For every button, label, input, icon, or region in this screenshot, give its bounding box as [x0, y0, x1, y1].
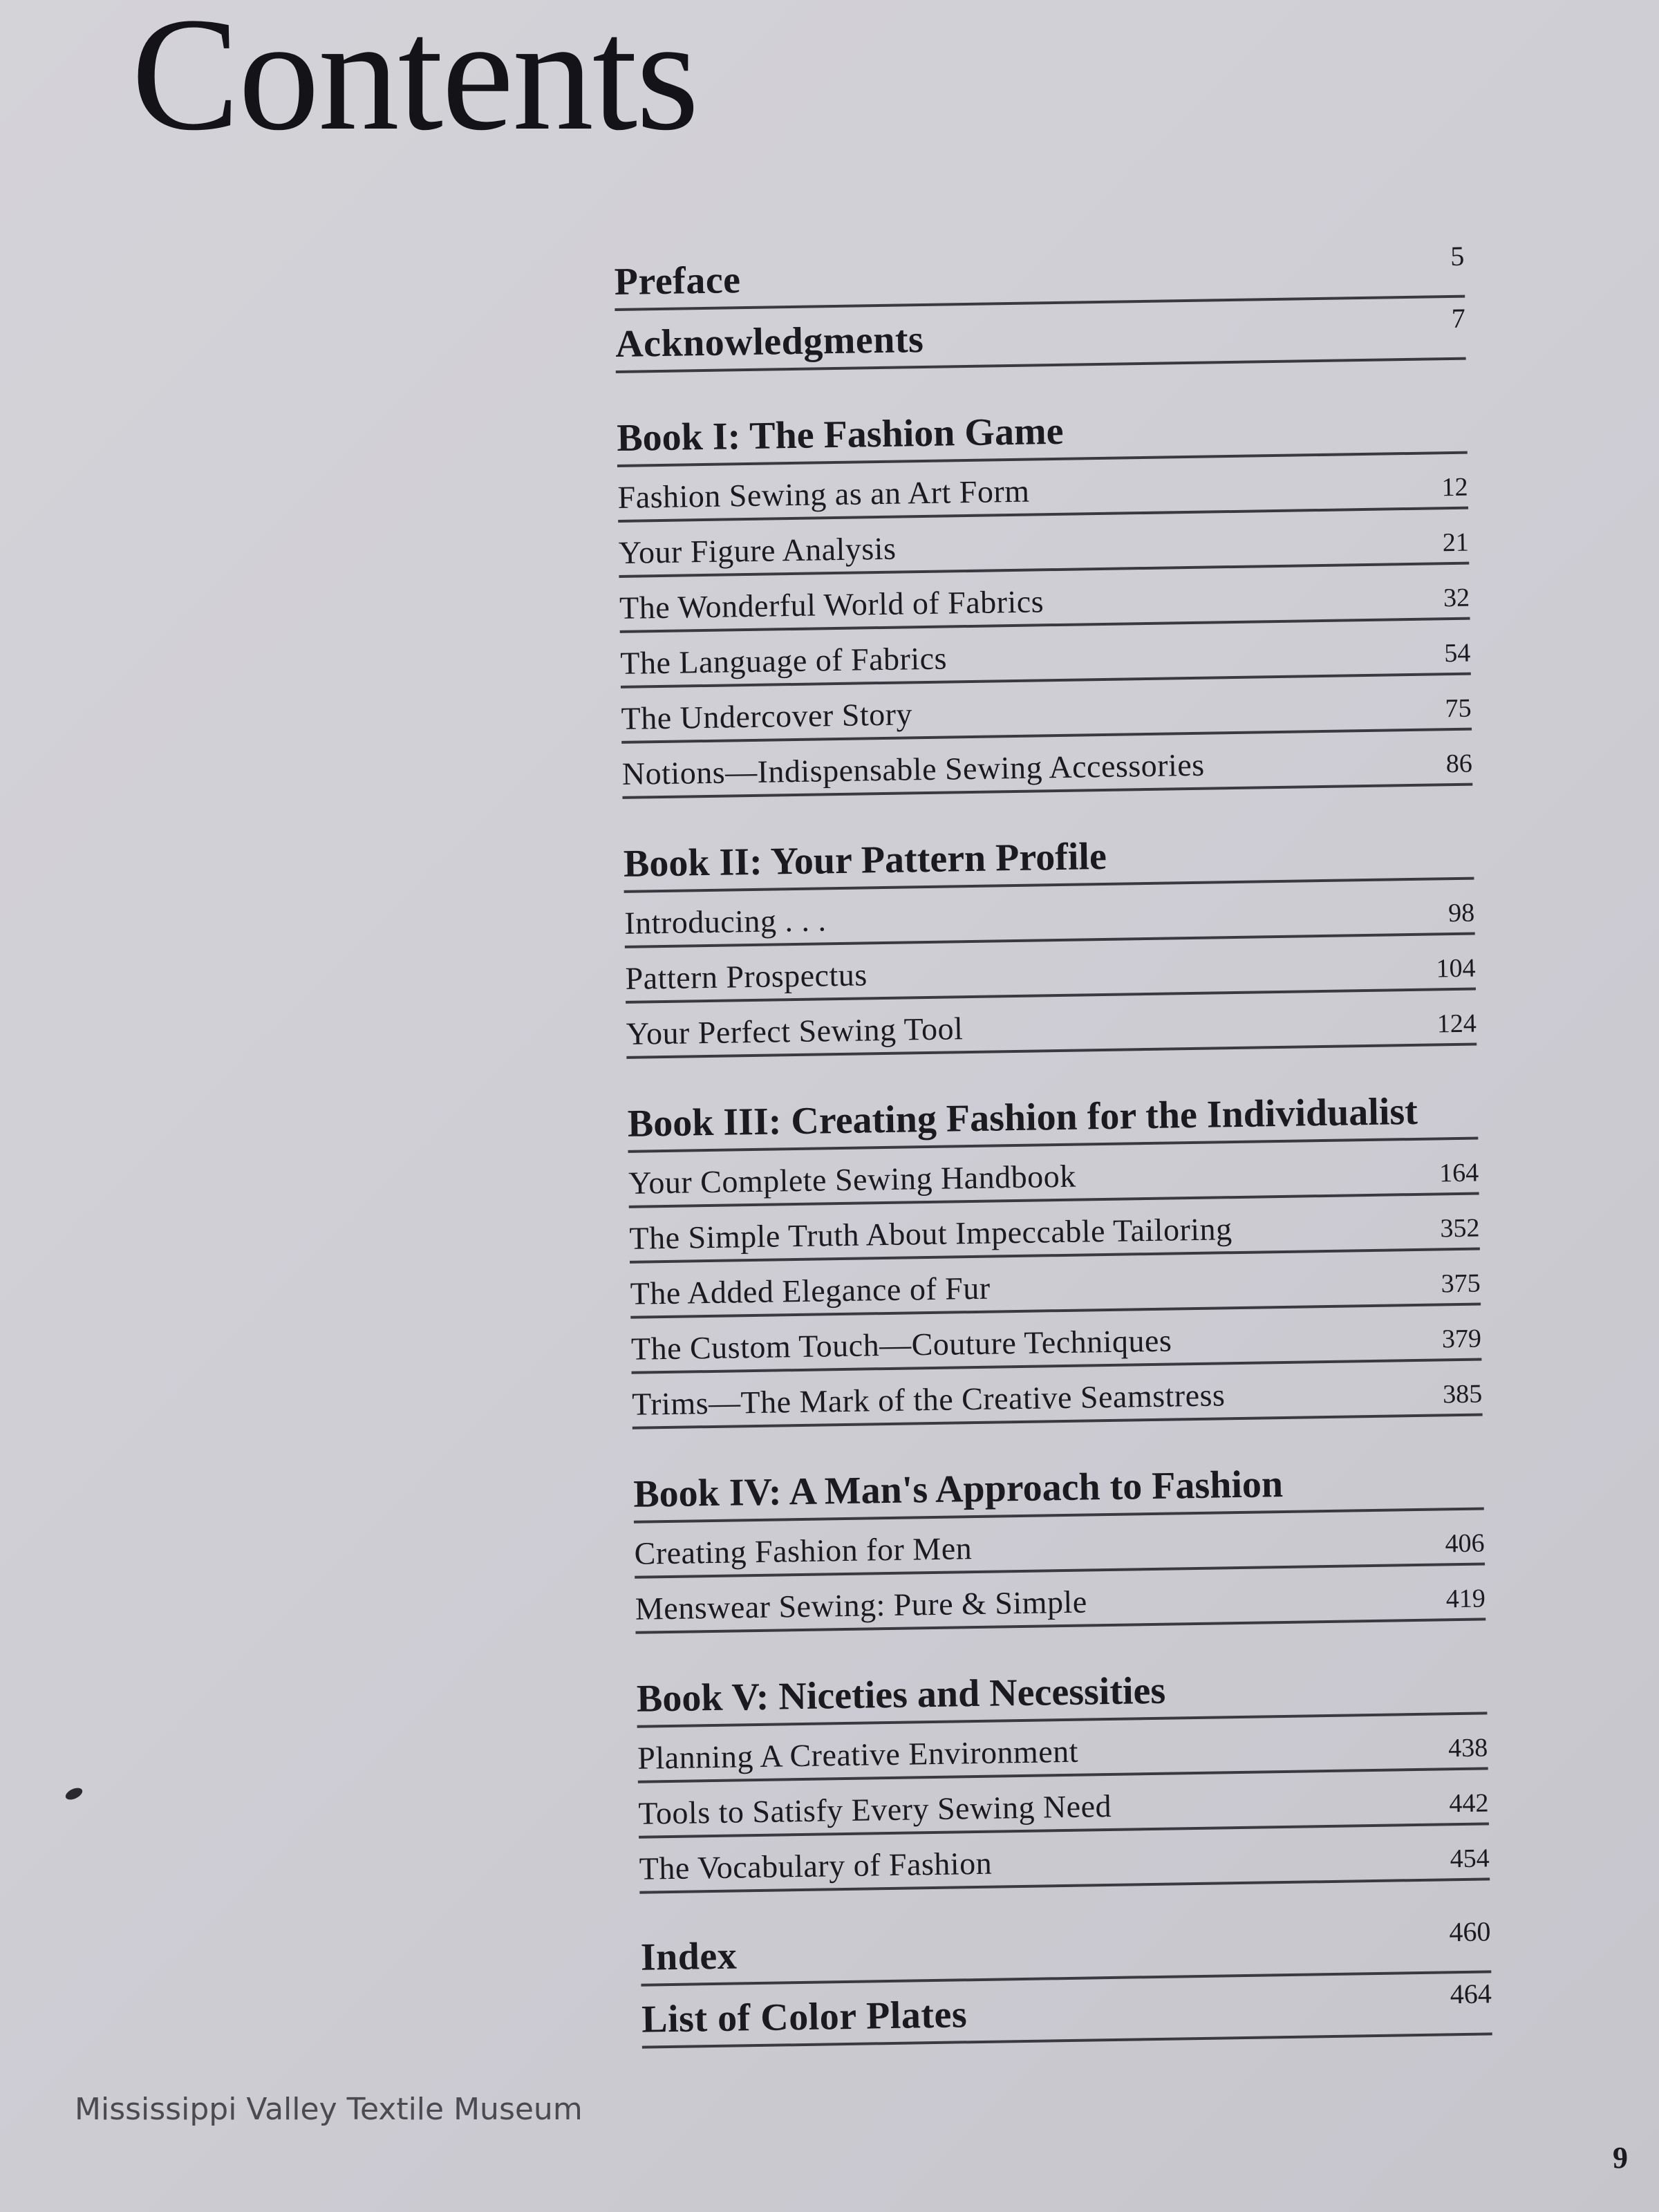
toc-entry-page: 75 [1445, 693, 1472, 724]
table-of-contents [614, 236, 1492, 2049]
book-heading: Book V: Niceties and Necessities [636, 1651, 1487, 1727]
toc-entry-label: Trims—The Mark of the Creative Seamstress [631, 1377, 1226, 1422]
toc-entry-color-plates[interactable] [641, 1973, 1492, 2048]
toc-entry-page: 12 [1441, 472, 1468, 503]
toc-entry-page: 385 [1442, 1379, 1483, 1409]
toc-entry-label: Introducing . . . [624, 902, 827, 941]
toc-entry-page: 124 [1436, 1009, 1477, 1039]
page-number: 9 [1613, 2141, 1628, 2175]
book-heading: Book I: The Fashion Game [617, 391, 1468, 467]
toc-entry-page: 406 [1445, 1528, 1485, 1559]
toc-entry-label: List of Color Plates [641, 1993, 968, 2041]
toc-entry-label: Fashion Sewing as an Art Form [617, 473, 1030, 515]
toc-entry-label: Your Perfect Sewing Tool [626, 1011, 964, 1051]
toc-entry-label: The Wonderful World of Fabrics [619, 583, 1044, 626]
book-heading: Book IV: A Man's Approach to Fashion [633, 1446, 1484, 1523]
toc-entry-label: The Vocabulary of Fashion [639, 1845, 993, 1886]
toc-entry-page: 379 [1441, 1324, 1482, 1354]
toc-entry-page: 438 [1447, 1733, 1488, 1763]
toc-entry-page: 352 [1440, 1213, 1480, 1244]
toc-entry-label: Acknowledgments [615, 317, 924, 366]
toc-entry-label: The Undercover Story [621, 696, 913, 736]
watermark: Mississippi Valley Textile Museum [75, 2092, 583, 2127]
toc-entry-page: 54 [1444, 638, 1471, 668]
toc-entry-label: Creating Fashion for Men [634, 1530, 973, 1571]
toc-entry-page: 442 [1449, 1788, 1489, 1819]
toc-entry-page: 98 [1447, 898, 1475, 928]
toc-entry-label: Index [640, 1934, 738, 1979]
toc-entry-label: The Simple Truth About Impeccable Tailoring [629, 1211, 1232, 1256]
toc-entry-page: 104 [1436, 953, 1476, 984]
toc-entry-page: 375 [1441, 1268, 1481, 1299]
toc-entry-label: Preface [614, 259, 741, 303]
toc-entry-page: 419 [1445, 1584, 1486, 1614]
toc-entry-page: 7 [1451, 302, 1466, 334]
toc-entry-label: Your Complete Sewing Handbook [628, 1158, 1076, 1201]
toc-entry-label: Planning A Creative Environment [637, 1733, 1079, 1776]
toc-entry-label: Notions—Indispensable Sewing Accessories [621, 747, 1206, 791]
toc-entry-page: 32 [1443, 583, 1470, 613]
toc-entry-label: Your Figure Analysis [618, 530, 897, 570]
paper-speck [64, 1785, 84, 1802]
toc-entry-label: The Added Elegance of Fur [630, 1270, 991, 1311]
toc-entry-page: 21 [1442, 527, 1470, 558]
toc-entry-page: 460 [1449, 1915, 1491, 1948]
toc-entry-label: The Language of Fabrics [620, 640, 948, 681]
toc-entry-page: 5 [1450, 240, 1465, 272]
page-title: Contents [131, 0, 698, 164]
toc-entry-label: Menswear Sewing: Pure & Simple [635, 1584, 1088, 1627]
toc-entry-page: 86 [1445, 749, 1473, 779]
toc-entry-page: 464 [1450, 1978, 1492, 2010]
book-heading: Book III: Creating Fashion for the Individualist [627, 1076, 1478, 1153]
toc-entry-label: Pattern Prospectus [625, 957, 868, 996]
book-heading: Book II: Your Pattern Profile [623, 816, 1474, 893]
toc-entry-label: The Custom Touch—Couture Techniques [630, 1322, 1172, 1367]
toc-entry-page: 454 [1450, 1844, 1490, 1874]
toc-entry-page: 164 [1438, 1158, 1479, 1188]
toc-entry-label: Tools to Satisfy Every Sewing Need [638, 1788, 1112, 1831]
